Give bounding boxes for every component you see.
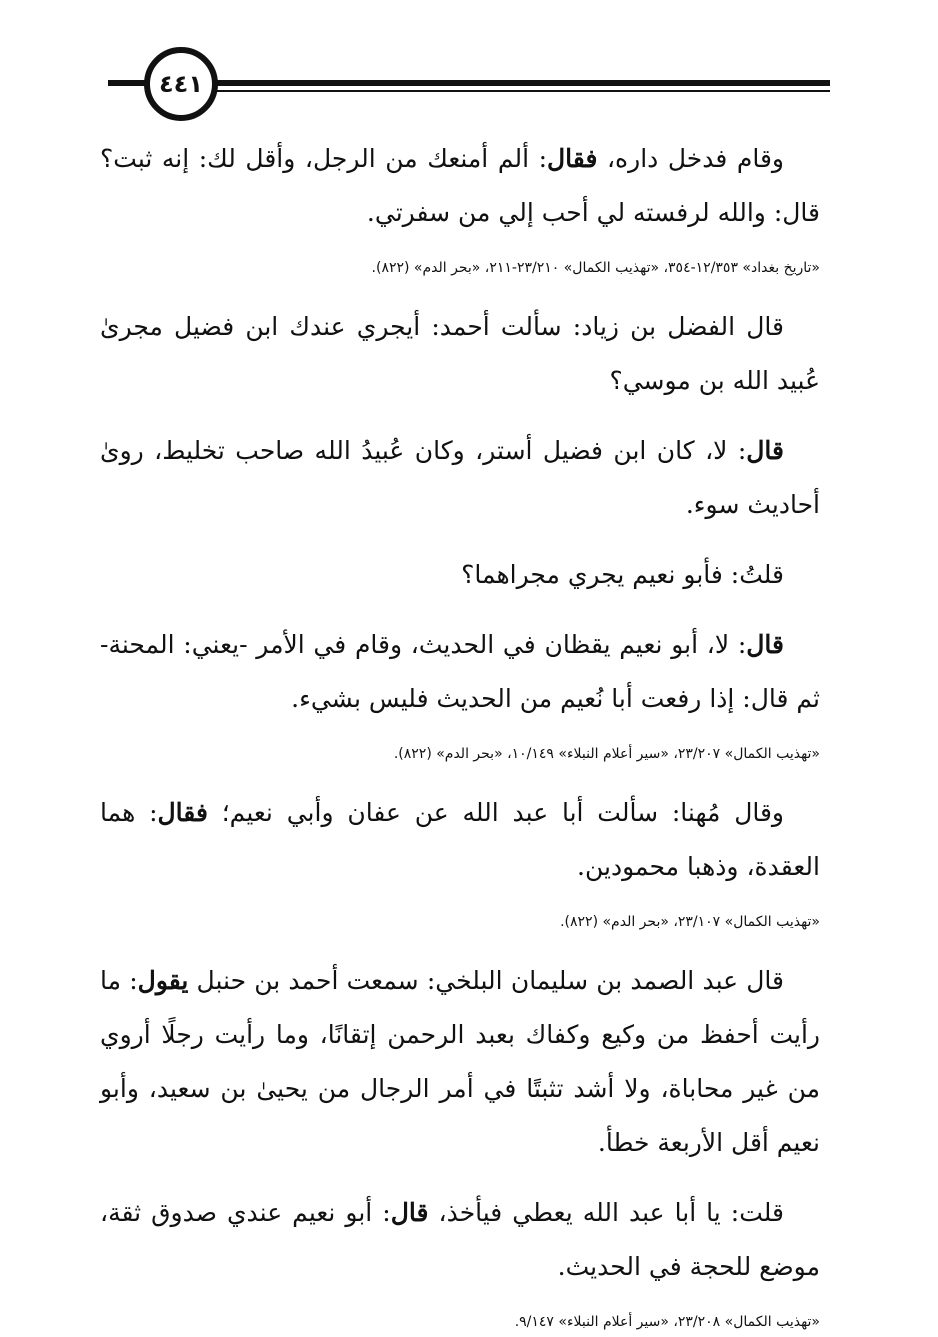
block-gap (100, 1170, 820, 1186)
paragraph-text: : أبو نعيم عندي صدوق ثقة، موضع للحجة في الحديث. (100, 1198, 820, 1281)
paragraph-indent (784, 966, 820, 995)
paragraph-text: وقال مُهنا: سألت أبا عبد الله عن عفان وأبي نعيم؛ (207, 798, 784, 827)
block-gap (100, 240, 820, 256)
paragraph-keyword: قال (746, 630, 784, 659)
paragraph-indent (784, 312, 820, 341)
paragraph-indent (784, 798, 820, 827)
paragraph-text: : لا، كان ابن فضيل أستر، وكان عُبيدُ الله صاحب تخليط، روىٰ أحاديث سوء. (100, 436, 820, 519)
paragraph-keyword: فقال (547, 144, 598, 173)
body-paragraph (100, 424, 820, 532)
body-paragraph (100, 300, 820, 408)
paragraph-keyword: يقول (137, 966, 189, 995)
block-gap (100, 602, 820, 618)
page-number-badge (144, 47, 218, 121)
paragraph-text: : لا، أبو نعيم يقظان في الحديث، وقام في الأمر -يعني: المحنة- ثم قال: إذا رفعت أبا نُعيم من الحديث فليس بشيء. (100, 630, 820, 713)
block-gap (100, 1294, 820, 1310)
paragraph-indent (784, 436, 820, 465)
paragraph-text: : هما العقدة، وذهبا محمودين. (100, 798, 820, 881)
body-paragraph (100, 132, 820, 240)
source-citation: «تهذيب الكمال» ٢٣/٢٠٧، «سير أعلام النبلاء» ١٠/١٤٩، «بحر الدم» (٨٢٢). (393, 746, 820, 762)
paragraph-text: : ألم أمنعك من الرجل، وأقل لك: إنه ثبت؟ قال: والله لرفسته لي أحب إلي من سفرتي. (100, 144, 820, 227)
paragraph-text: وقام فدخل داره، (597, 144, 784, 173)
block-gap (100, 278, 820, 300)
paragraph-text: : ما رأيت أحفظ من وكيع وكفاك بعبد الرحمن إتقانًا، وما رأيت رجلًا أروي من غير محاباة، ولا أشد تثبتًا في أمر الرجال من يحيىٰ بن سعيد، وأبو نعيم أقل الأربعة خطأ. (100, 966, 820, 1157)
body-paragraph (100, 548, 820, 602)
block-gap (100, 532, 820, 548)
block-gap (100, 726, 820, 742)
header-rule-right (210, 80, 830, 86)
paragraph-indent (784, 144, 820, 173)
body-paragraph (100, 618, 820, 726)
block-gap (100, 894, 820, 910)
header-rule-right-thin (210, 90, 830, 92)
block-gap (100, 408, 820, 424)
paragraph-keyword: قال (746, 436, 784, 465)
body-paragraph (100, 786, 820, 894)
paragraph-text: قلتُ: فأبو نعيم يجري مجراهما؟ (461, 560, 784, 589)
page-body (100, 132, 820, 1332)
block-gap (100, 932, 820, 954)
paragraph-keyword: قال (390, 1198, 429, 1227)
source-citation: «تهذيب الكمال» ٢٣/٢٠٨، «سير أعلام النبلاء» ٩/١٤٧. (514, 1314, 820, 1330)
header-rule-left (108, 80, 148, 86)
source-citation: «تاريخ بغداد» ١٢/٣٥٣-٣٥٤، «تهذيب الكمال» ٢٣/٢١٠-٢١١، «بحر الدم» (٨٢٢). (371, 260, 820, 276)
body-paragraph (100, 1186, 820, 1294)
page-header (0, 0, 938, 130)
paragraph-indent (784, 1198, 820, 1227)
block-gap (100, 764, 820, 786)
page-number: ٤٤١ (159, 70, 203, 98)
source-citation: «تهذيب الكمال» ٢٣/١٠٧، «بحر الدم» (٨٢٢). (560, 914, 820, 930)
body-paragraph (100, 954, 820, 1170)
paragraph-indent (784, 630, 820, 659)
paragraph-keyword: فقال (157, 798, 208, 827)
paragraph-text: قلت: يا أبا عبد الله يعطي فيأخذ، (428, 1198, 784, 1227)
paragraph-text: قال الفضل بن زياد: سألت أحمد: أيجري عندك ابن فضيل مجرىٰ عُبيد الله بن موسي؟ (100, 312, 820, 395)
paragraph-indent (784, 560, 820, 589)
paragraph-text: قال عبد الصمد بن سليمان البلخي: سمعت أحمد بن حنبل (188, 966, 784, 995)
